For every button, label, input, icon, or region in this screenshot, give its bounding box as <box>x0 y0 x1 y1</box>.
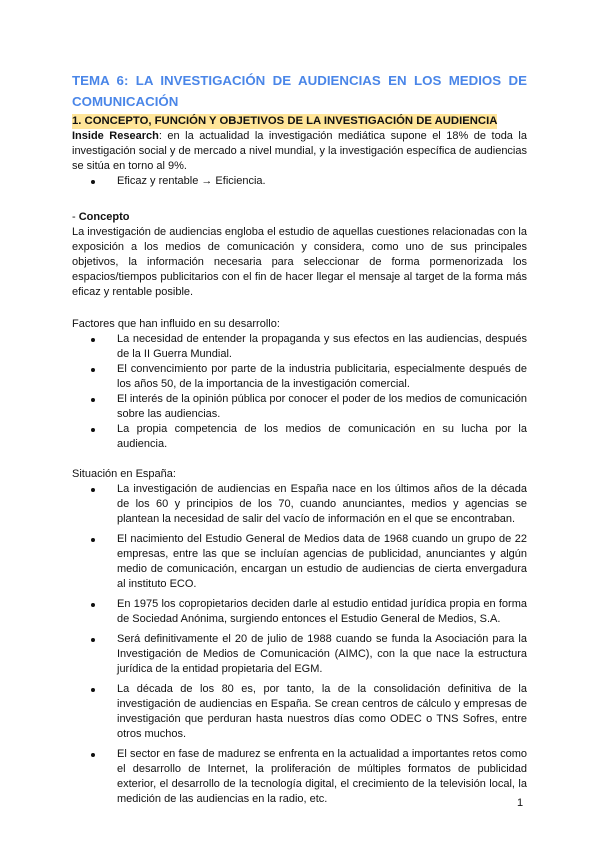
list-item: El nacimiento del Estudio General de Medios data de 1968 cuando un grupo de 22 empresas, entre las que se incluían agencias de publicidad, anunciantes y algún medio de comunicación, encargan un estudio de audiencias de cierta envergadura al instituto ECO. <box>117 533 527 590</box>
situacion-list <box>72 482 527 807</box>
factores-list <box>72 332 527 452</box>
list-item: El sector en fase de madurez se enfrenta en la actualidad a importantes retos como el desarrollo de Internet, la proliferación de múltiples formatos de publicidad exterior, el desarrollo de la tecnología digital, el crecimiento de la televisión local, la medición de las audiencias en la radio, etc. <box>117 748 527 805</box>
list-item: La década de los 80 es, por tanto, la de la consolidación definitiva de la investigación de audiencias en España. Se crean centros de cálculo y empresas de investigación que perduran hasta nuestros días como ODEC o TNS Sofres, entre otros muchos. <box>117 683 527 740</box>
situacion-intro: Situación en España: <box>72 468 176 480</box>
list-item: En 1975 los copropietarios deciden darle al estudio entidad jurídica propia en forma de Sociedad Anónima, surgiendo entonces el Estudio General de Medios, S.A. <box>117 598 527 625</box>
list-item: La necesidad de entender la propaganda y sus efectos en las audiencias, después de la II Guerra Mundial. <box>117 333 527 360</box>
page-number: 1 <box>517 797 524 809</box>
concepto-label: Concepto <box>78 211 130 223</box>
list-item: La propia competencia de los medios de comunicación en su lucha por la audiencia. <box>117 423 527 450</box>
inside-research-paragraph <box>72 129 527 174</box>
document-title-line1: TEMA 6: LA INVESTIGACIÓN DE AUDIENCIAS EN LOS MEDIOS DE <box>72 73 527 88</box>
factores-intro: Factores que han influido en su desarrollo: <box>72 318 280 330</box>
list-item: Será definitivamente el 20 de julio de 1988 cuando se funda la Asociación para la Investigación de Medios de Comunicación (AIMC), con la que nace la estructura jurídica de la entidad propietaria del EGM. <box>117 633 527 675</box>
document-page <box>72 70 527 812</box>
concepto-prefix: - <box>72 211 79 223</box>
list-item: Eficaz y rentable → Eficiencia. <box>117 174 527 189</box>
section-heading: 1. CONCEPTO, FUNCIÓN Y OBJETIVOS DE LA INVESTIGACIÓN DE AUDIENCIA <box>72 115 498 127</box>
list-item: El interés de la opinión pública por conocer el poder de los medios de comunicación sobre las audiencias. <box>117 393 527 420</box>
inside-research-label: Inside Research <box>72 130 159 142</box>
concepto-paragraph: La investigación de audiencias engloba el estudio de aquellas cuestiones relacionadas con la exposición a los medios de comunicación y considera, como uno de sus principales objetivos, la información necesaria para seleccionar de forma pormenorizada los espacios/tiempos publicitarios con el fin de hacer llegar el mensaje al target de la forma más eficaz y rentable posible. <box>72 226 527 298</box>
list-item: La investigación de audiencias en España nace en los últimos años de la década de los 60 y principios de los 70, cuando anunciantes, medios y agencias se plantean la necesidad de salir del vacío de información en el que se encontraban. <box>117 483 527 525</box>
list-item: El convencimiento por parte de la industria publicitaria, especialmente después de los años 50, de la importancia de la investigación comercial. <box>117 363 527 390</box>
inside-research-text: : en la actualidad la investigación mediática supone el 18% de toda la investigación social y de mercado a nivel mundial, y la investigación específica de audiencias se sitúa en torno al 9%. <box>72 130 527 172</box>
concepto-heading <box>72 210 527 225</box>
document-title-line2: COMUNICACIÓN <box>72 94 179 109</box>
inside-bullet-list <box>72 174 527 189</box>
